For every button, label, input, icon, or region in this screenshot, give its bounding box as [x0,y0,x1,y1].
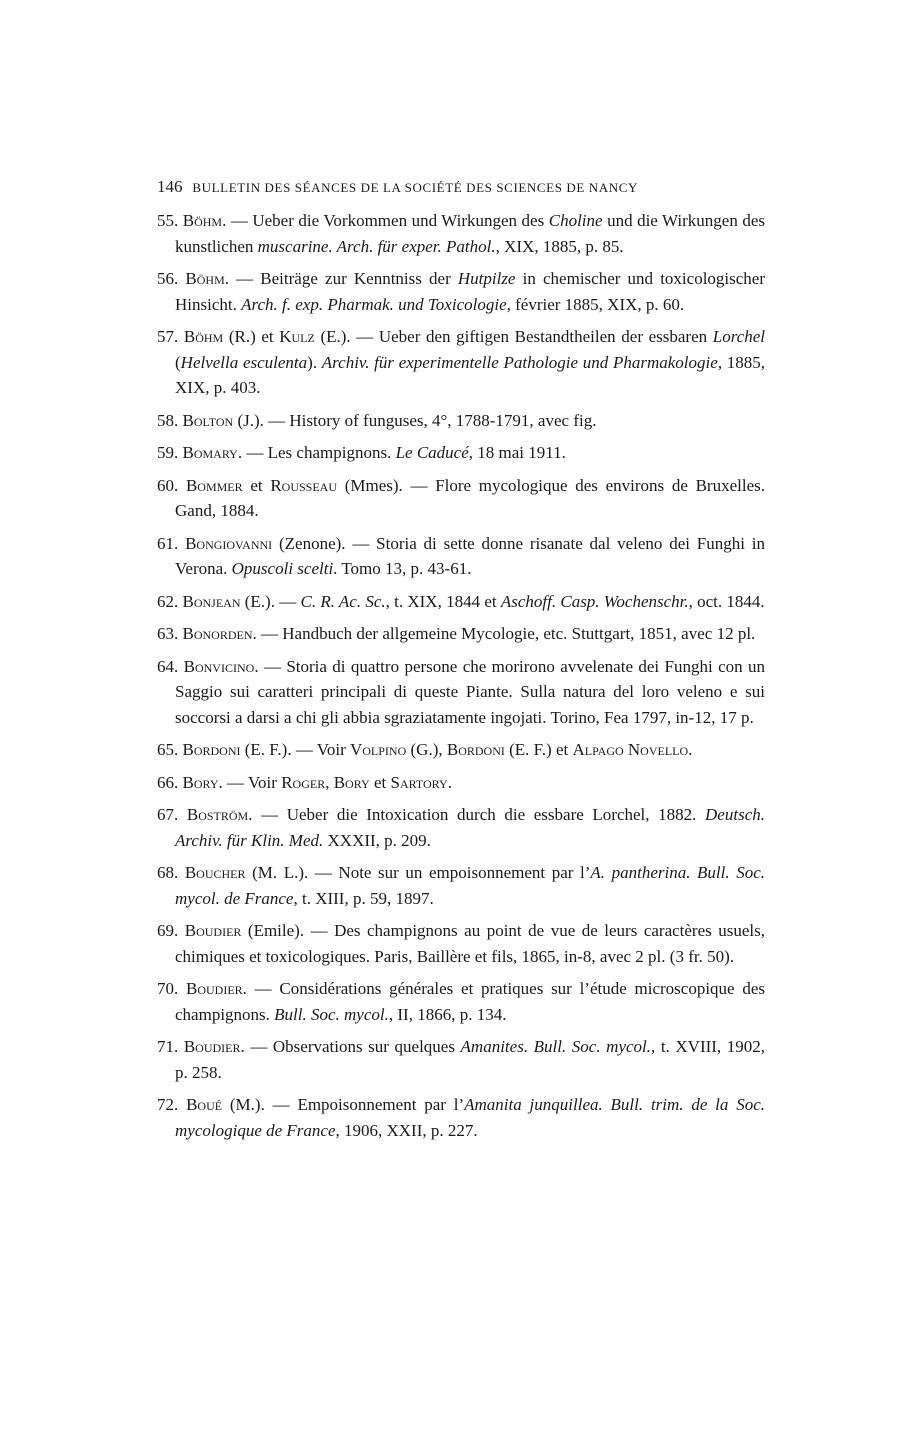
author-name: Böhm [183,327,224,346]
author-name: Alpago Novello [572,740,689,759]
entry-text: . — Beiträge zur Kenntniss der [224,269,458,288]
entry-text: . — Voir [218,772,282,792]
entry-text: . — Observations sur quelques [240,1037,461,1056]
author-name: Kulz [279,327,315,346]
bibliography-entry [157,860,765,911]
author-name: Bomary [182,443,238,462]
entry-text: (E. F.) et [504,740,573,759]
entry-text: und die Wirkungen des kunstlichen [175,211,765,256]
author-name: Böhm [185,269,225,288]
running-header [157,177,767,197]
entry-text: XXXII, p. 209. [323,830,431,850]
entry-text: , 18 mai 1911. [468,443,566,462]
author-name: Böhm [182,211,223,230]
entry-text: (R.) et [223,327,280,346]
bibliography-entry [157,770,765,796]
author-name: Boucher [184,863,246,882]
entry-text: in chemischer und toxicologischer Hinsicht. [175,269,766,314]
author-name: Boudier [185,979,243,998]
entry-number: 57. [157,327,184,346]
bibliography-entry [157,918,765,969]
entry-number: 69. [157,921,185,940]
entry-text: . Tomo 13, p. 43-61. [333,559,472,578]
author-name: Bolton [182,410,234,430]
author-name: Bonjean [182,591,241,611]
title-italic: A. pantherina. Bull. Soc. mycol. de France [175,863,765,908]
title-italic: Helvella esculenta [180,352,308,372]
entry-text: (Zenone). — Storia di sette donne risanate dal veleno dei Funghi in Verona. [175,533,766,578]
entry-text: ). [307,352,322,372]
title-italic: Amanita junquillea. Bull. trim. de la Soc. mycologique de France [175,1095,766,1140]
entry-text: (G.), [406,740,447,759]
title-italic: muscarine. Arch. für exper. Pathol. [257,236,496,256]
entry-number: 71. [157,1037,184,1056]
bibliography-entry [157,621,765,647]
bibliography-entry [157,473,765,524]
entry-number: 70. [157,979,186,998]
entry-text: , oct. 1844. [688,591,765,611]
bibliography-entry [157,1092,765,1143]
title-italic: Hutpilze [457,269,516,288]
entry-text: (Emile). — Des champignons au point de vue de leurs caractères usuels, chimiques et toxicologiques. Paris, Baillère et fils, 1865, in-8, avec 2 pl. (3 fr. 50). [175,921,765,966]
entry-text: , 1906, XXII, p. 227. [335,1120,478,1140]
title-italic: Opuscoli scelti [231,559,334,578]
title-italic: Lorchel [712,327,765,346]
entry-text: (J.). — History of funguses, 4°, 1788-1791, avec fig. [233,410,597,430]
author-name: Bordoni [446,740,505,759]
bibliography-entry [157,440,765,466]
entry-text: . — Les champignons. [237,443,396,462]
title-italic: Bull. Soc. mycol. [274,1004,389,1024]
bibliography-entry [157,324,765,401]
entry-text: . — Ueber die Intoxication durch die essbare Lorchel, 1882. [248,805,706,824]
title-italic: Archiv. für experimentelle Pathologie und Pharmakologie [321,352,718,372]
entry-number: 58. [157,410,183,430]
author-name: Bory [333,772,370,792]
entry-text: (E.). — [240,591,301,611]
author-name: Boué [186,1095,223,1114]
author-name: Boudier [183,1037,241,1056]
bibliography-entry [157,589,765,615]
running-head-title: BULLETIN DES SÉANCES DE LA SOCIÉTÉ DES SCIENCES DE NANCY [192,180,638,195]
bibliography-entry [157,408,765,434]
author-name: Rousseau [270,475,338,495]
entry-text: , t. XIII, p. 59, 1897. [293,888,434,908]
bibliography-entry [157,976,765,1027]
entry-number: 72. [157,1095,187,1114]
title-italic: Arch. f. exp. Pharmak. und Toxicologie [241,294,507,314]
title-italic: Choline [548,211,603,230]
author-name: Bory [182,772,219,792]
entry-text: , t. XVIII, 1902, p. 258. [175,1037,765,1082]
entry-text: (E.). — Ueber den giftigen Bestandtheilen der essbaren [314,327,713,346]
bibliography-entry [157,1034,765,1085]
bibliography-entry [157,737,765,763]
title-italic: Le Caducé [395,443,469,462]
entry-number: 62. [157,591,183,611]
entry-number: 63. [157,624,183,643]
author-name: Roger [281,772,326,792]
title-italic: Deutsch. Archiv. für Klin. Med. [175,805,765,850]
entry-number: 68. [157,863,185,882]
entry-text: , XIX, 1885, p. 85. [495,236,624,256]
entry-text: , 1885, XIX, p. 403. [175,352,766,397]
entry-number: 55. [157,211,183,230]
entry-text: , [325,772,334,792]
entry-number: 61. [157,533,186,553]
entry-text: . [688,740,693,759]
entry-number: 60. [157,475,186,495]
page-number: 146 [157,177,183,196]
author-name: Bonorden [182,624,253,643]
entry-number: 66. [157,772,183,792]
entry-number: 56. [157,269,186,288]
author-name: Sartory [390,772,448,792]
author-name: Volpino [349,740,407,759]
entry-text: (M. L.). — Note sur un empoisonnement par l’ [245,863,591,882]
entry-text: (Mmes). — Flore mycologique des environs de Bruxelles. Gand, 1884. [175,475,766,520]
entry-text: ( [175,352,181,372]
entry-number: 65. [157,740,183,759]
entry-text: (M.). — Empoisonnement par l’ [222,1095,465,1114]
entry-number: 59. [157,443,183,462]
author-name: Bonvicino [183,656,255,676]
bibliography-entry [157,654,765,731]
entry-text: , t. XIX, 1844 et [385,591,501,611]
author-name: Bongiovanni [185,533,273,553]
title-italic: C. R. Ac. Sc. [300,591,386,611]
author-name: Boström [186,805,249,824]
entry-text: . [447,772,452,792]
entry-text: . — Handbuch der allgemeine Mycologie, etc. Stuttgart, 1851, avec 12 pl. [252,624,756,643]
title-italic: Aschoff. Casp. Wochenschr. [500,591,689,611]
entry-text: et [369,772,391,792]
entry-text: . — Storia di quattro persone che morirono avvelenate dei Funghi con un Saggio sui caratteri principali di queste Piante. Sulla natura del loro veleno e sui soccorsi a darsi a chi gli abbia sgraziatamente ingojati. Torino, Fea 1797, in-12, 17 p. [175,656,765,727]
entry-number: 64. [157,656,184,676]
author-name: Boudier [184,921,242,940]
entry-text: . — Ueber die Vorkommen und Wirkungen des [222,211,549,230]
entry-text: et [242,475,271,495]
bibliography-entry [157,208,765,259]
entry-text: (E. F.). — Voir [240,740,350,759]
bibliography-entry [157,802,765,853]
bibliography-entry [157,531,765,582]
title-italic: Amanites. Bull. Soc. mycol. [460,1037,652,1056]
bibliography-list [157,208,765,1150]
entry-text: , II, 1866, p. 134. [388,1004,507,1024]
author-name: Bommer [185,475,243,495]
entry-text: , février 1885, XIX, p. 60. [506,294,685,314]
author-name: Bordoni [182,740,241,759]
entry-number: 67. [157,805,187,824]
bibliography-entry [157,266,765,317]
entry-text: . — Considérations générales et pratiques sur l’étude microscopique des champignons. [175,979,765,1024]
